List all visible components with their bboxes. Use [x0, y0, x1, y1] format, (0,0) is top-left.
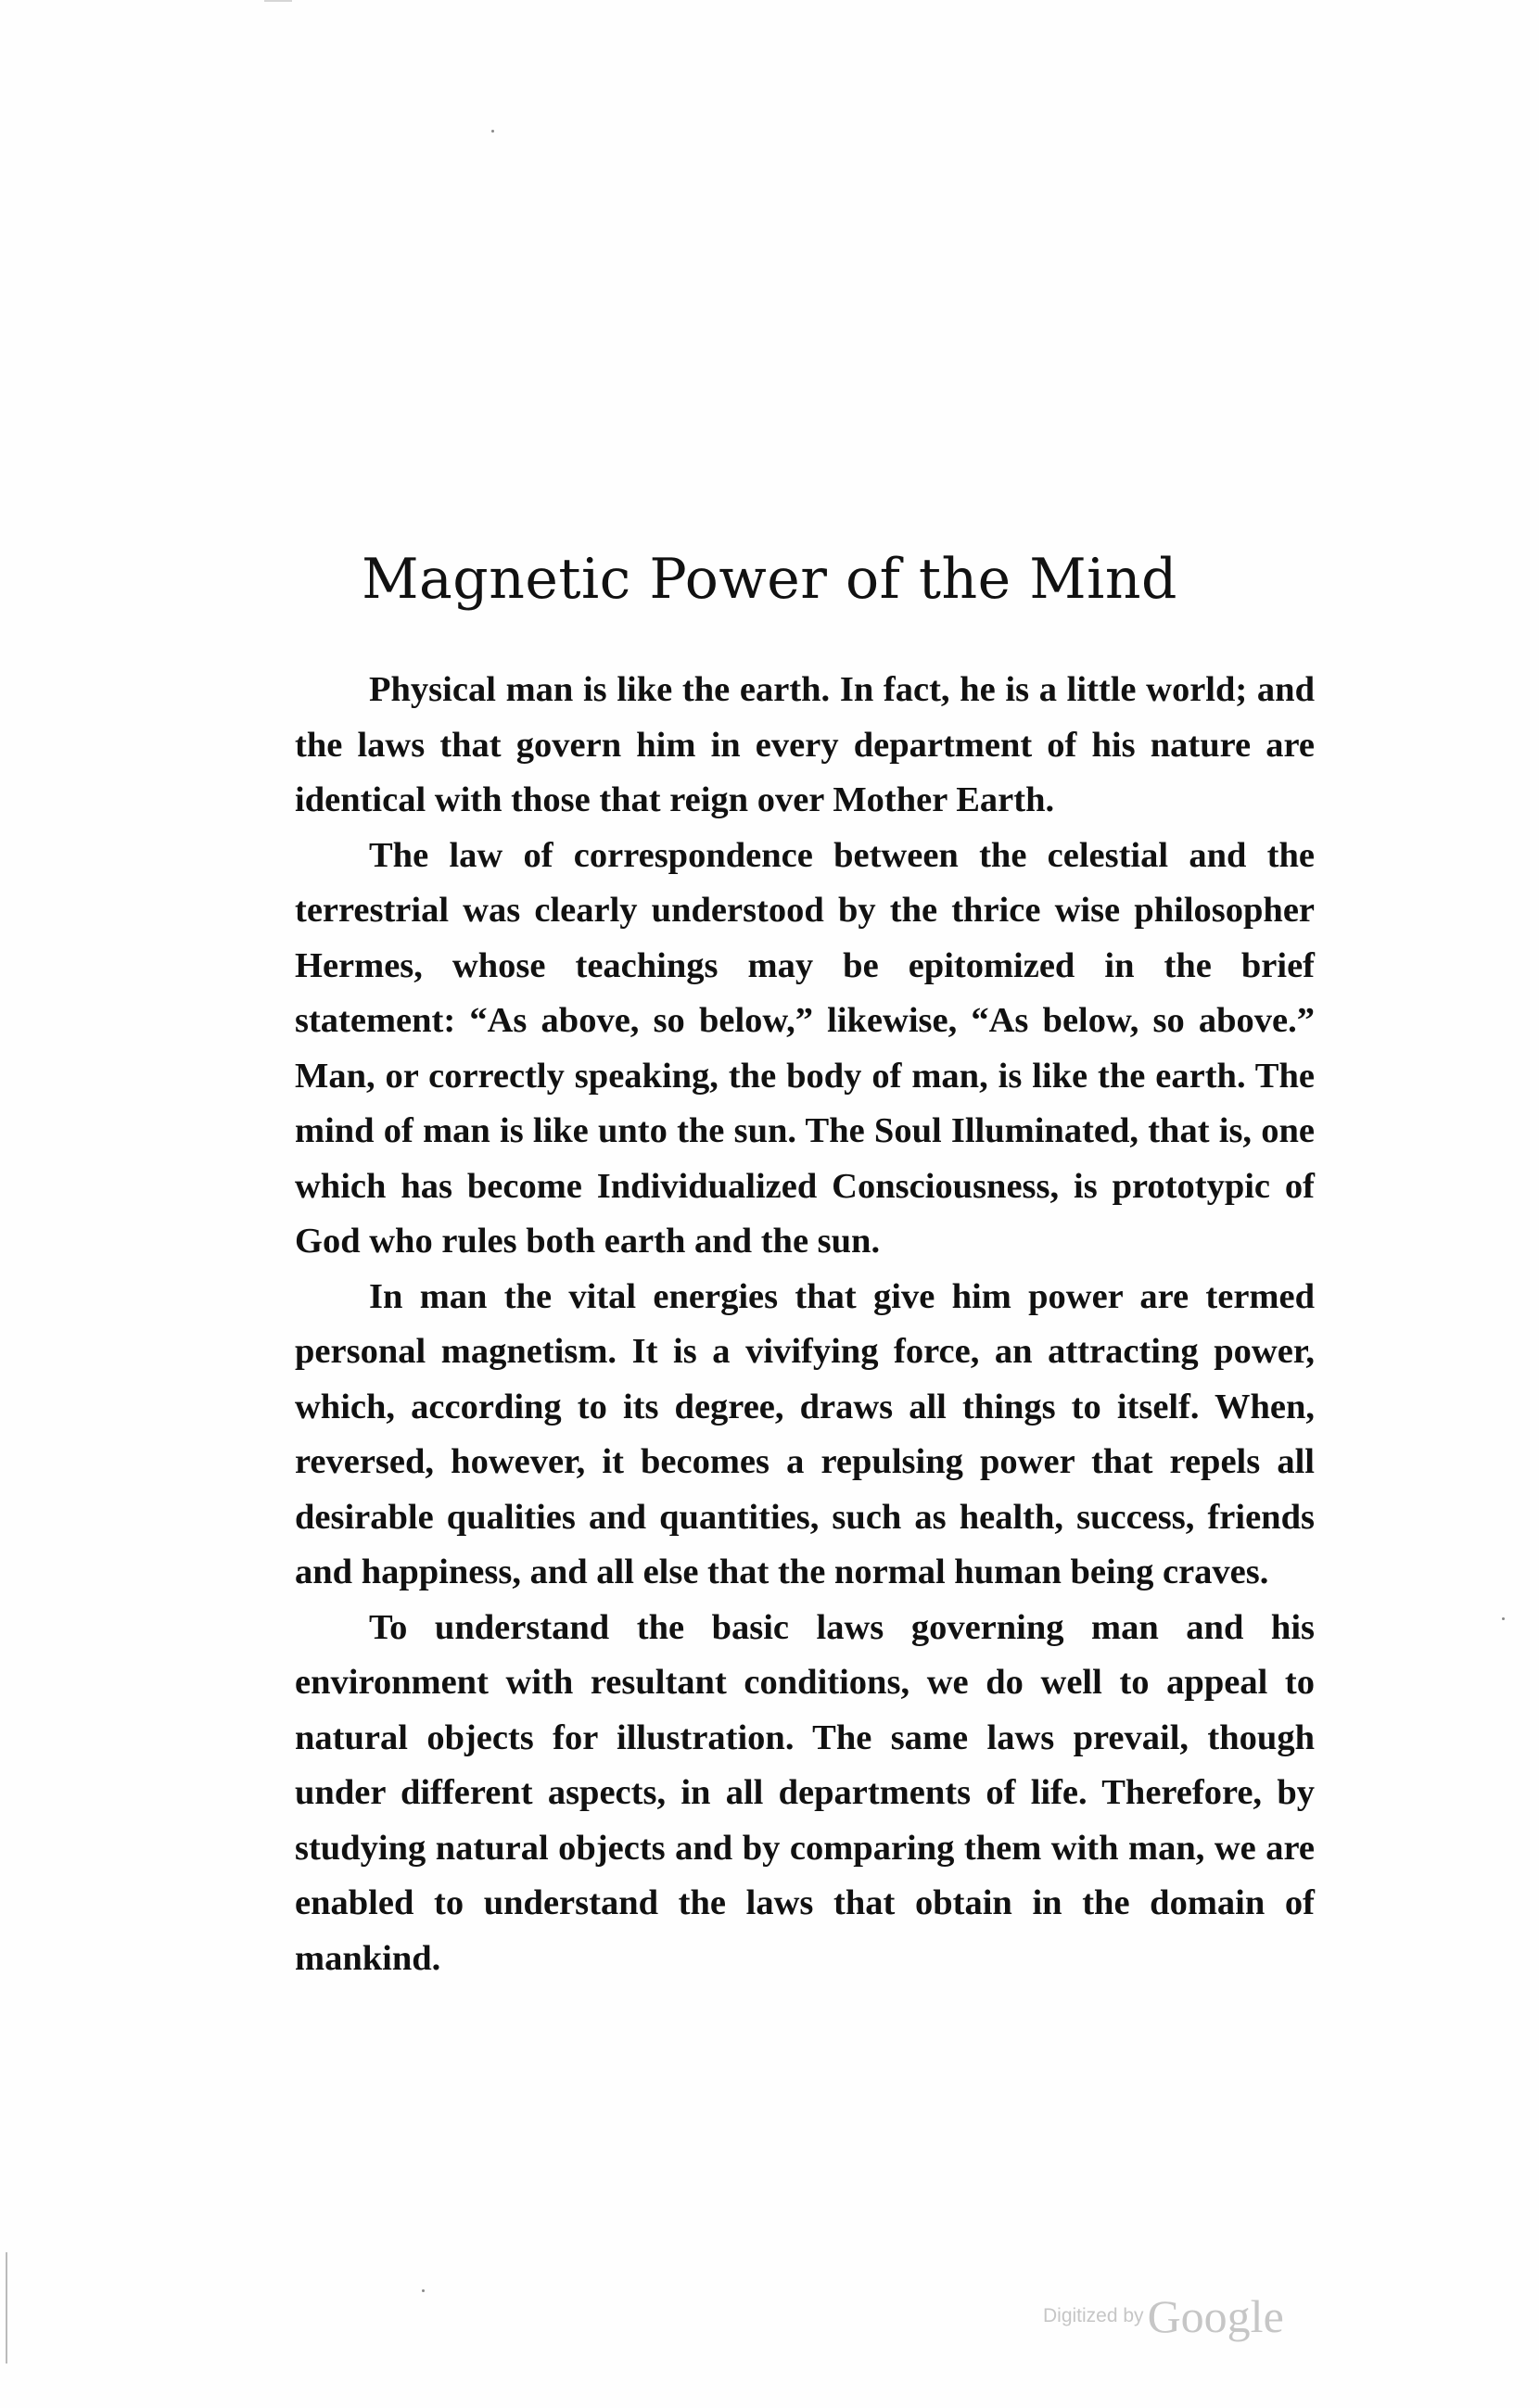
chapter-body — [295, 663, 1315, 1986]
left-margin-scan-artifact — [6, 2252, 7, 2364]
paragraph-1: Physical man is like the earth. In fact, he is a little world; and the laws that govern him in every department of his nature are identical with those that reign over Mother Earth. — [295, 670, 1315, 819]
google-wordmark: Google — [1147, 2290, 1284, 2342]
scan-speck — [422, 2289, 425, 2292]
scan-speck — [1502, 1617, 1505, 1620]
digitized-label: Digitized by — [1043, 2305, 1144, 2326]
paragraph-3: In man the vital energies that give him power are termed personal magnetism. It is a vivifying force, an attracting power, which, according to its degree, draws all things to itself. When, reversed, however, it becomes a repulsing power that repels all desirable qualities and quantities, such as health, success, friends and happiness, and all else that the normal human being craves. — [295, 1276, 1315, 1591]
scan-speck — [491, 130, 494, 133]
chapter-title: Magnetic Power of the Mind — [362, 547, 1177, 612]
paragraph-4: To understand the basic laws governing man and his environment with resultant conditions, we do well to appeal to natural objects for illustration. The same laws prevail, though under different aspects, in all departments of life. Therefore, by studying natural objects and by comparing them with man, we are enabled to understand the laws that obtain in the domain of mankind. — [295, 1607, 1315, 1978]
digitized-by-google-watermark — [1043, 2289, 1358, 2345]
paragraph-2: The law of correspondence between the celestial and the terrestrial was clearly understood by the thrice wise philosopher Hermes, whose teachings may be epitomized in the brief statement: “As above, so below,” likewise, “As below, so above.” Man, or correctly speaking, the body of man, is like the earth. The mind of man is like unto the sun. The Soul Illuminated, that is, one which has become Individualized Consciousness, is prototypic of God who rules both earth and the sun. — [295, 835, 1315, 1261]
header-rule — [264, 0, 292, 5]
